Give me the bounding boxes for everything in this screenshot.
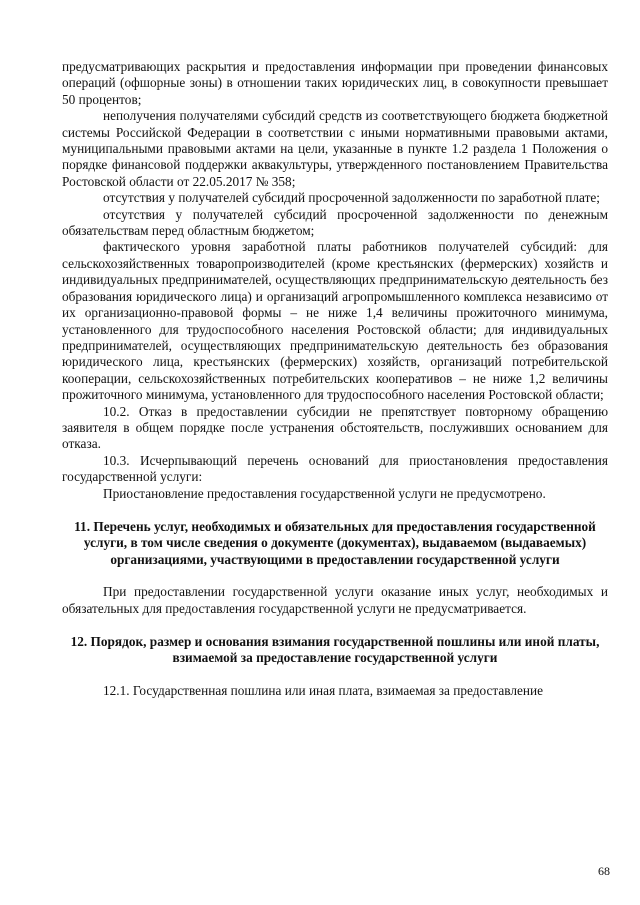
page-number: 68 <box>598 864 610 878</box>
paragraph: фактического уровня заработной платы работников получателей субсидий: для сельскохозяйственных товаропроизводителей (кроме крестьянских (фермерских) хозяйств и индивидуальных предпринимателей, осуществляющих предпринимательскую деятельность без образования юридического лица) и организаций агропромышленного комплекса независимо от их организационно-правовой формы – не ниже 1,4 величины прожиточного минимума, установленного для трудоспособного населения Ростовской области; для индивидуальных предпринимателей, осуществляющих предпринимательскую деятельность без образования юридического лица, крестьянских (фермерских) хозяйств, организаций потребительской кооперации, сельскохозяйственных потребительских кооперативов – не ниже 1,2 величины прожиточного минимума, установленного для трудоспособного населения Ростовской области; <box>62 239 608 403</box>
paragraph: отсутствия у получателей субсидий просроченной задолженности по заработной плате; <box>103 190 601 206</box>
paragraph: предусматривающих раскрытия и предоставления информации при проведении финансовых операций (офшорные зоны) в отношении таких юридических лиц, в совокупности превышает 50 процентов; <box>62 59 608 107</box>
paragraph: 10.2. Отказ в предоставлении субсидии не препятствует повторному обращению заявителя в общем порядке после устранения обстоятельств, послуживших основанием для отказа. <box>62 403 608 452</box>
top-paragraphs <box>62 59 608 502</box>
section-12-paragraph: 12.1. Государственная пошлина или иная плата, взимаемая за предоставление <box>103 682 544 698</box>
paragraph: 10.3. Исчерпывающий перечень оснований для приостановления предоставления государственной услуги: <box>62 452 608 485</box>
section-11-paragraph: При предоставлении государственной услуги оказание иных услуг, необходимых и обязательных для предоставления государственной услуги не предусматривается. <box>62 584 608 616</box>
section-12-heading: 12. Порядок, размер и основания взимания государственной пошлины или иной платы, взимаемой за предоставление государственной услуги <box>70 634 600 666</box>
paragraph: отсутствия у получателей субсидий просроченной задолженности по денежным обязательствам перед областным бюджетом; <box>62 206 608 239</box>
paragraph: неполучения получателями субсидий средств из соответствующего бюджета бюджетной системы Российской Федерации в соответствии с иными нормативными правовыми актами, муниципальными правовыми актами на цели, указанные в пункте 1.2 раздела 1 Положения о порядке финансовой поддержки аквакультуры, утвержденного постановлением Правительства Ростовской области от 22.05.2017 № 358; <box>62 108 608 189</box>
paragraph: Приостановление предоставления государственной услуги не предусмотрено. <box>103 485 546 501</box>
document-body <box>62 59 608 699</box>
section-11-heading: 11. Перечень услуг, необходимых и обязательных для предоставления государственной услуги, в том числе сведения о документе (документах), выдаваемом (выдаваемых) организациями, участвующими в предоставлении государственной услуги <box>74 518 596 567</box>
